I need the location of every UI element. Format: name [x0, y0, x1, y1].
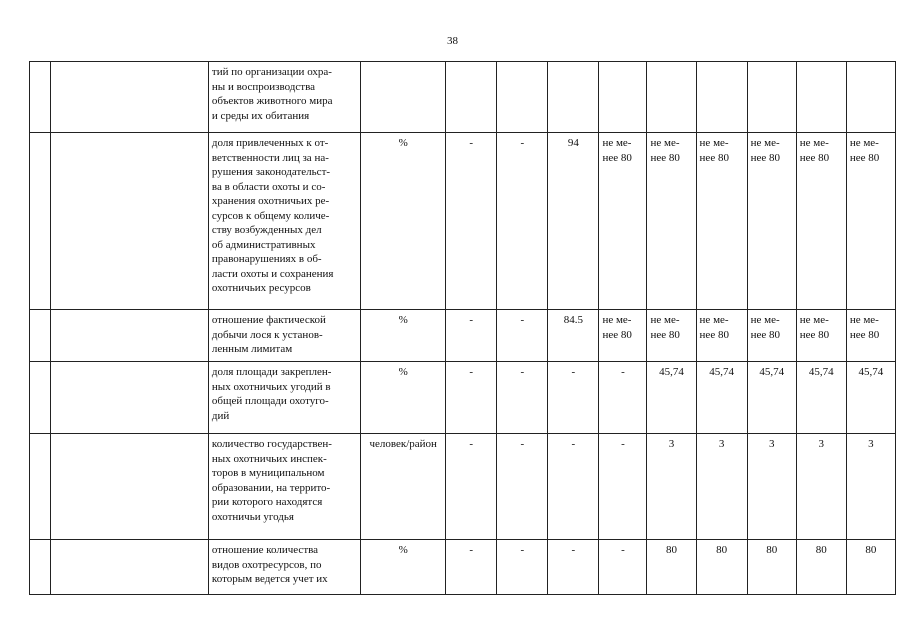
value-line: нее 80 [799, 151, 830, 164]
value-line: нее 80 [699, 328, 729, 341]
value-cell: - [497, 310, 548, 362]
program-cell [51, 540, 208, 595]
indicator-line: ленным лимитам [211, 343, 293, 355]
value-cell: - [446, 434, 497, 540]
value-cell: - [548, 362, 599, 434]
value-cell [599, 310, 647, 362]
index-cell [30, 540, 51, 595]
value-cell: - [446, 133, 497, 310]
value-line: нее 80 [602, 328, 632, 341]
indicator-line: дий [211, 409, 230, 422]
value-cell [497, 62, 548, 133]
table-row [30, 540, 896, 595]
value-cell: - [548, 540, 599, 595]
unit-cell: % [361, 310, 446, 362]
value-cell: 80 [696, 540, 747, 595]
value-cell: 3 [696, 434, 747, 540]
value-line: не ме- [750, 314, 780, 326]
value-line: не ме- [699, 137, 729, 149]
value-cell [796, 62, 846, 133]
indicator-line: ных охотничьих инспек- [211, 452, 327, 465]
value-cell: - [497, 540, 548, 595]
indicator-line: сурсов к общему количе- [211, 209, 330, 222]
value-cell [647, 62, 696, 133]
value-line: не ме- [650, 137, 680, 149]
value-cell: 45,74 [846, 362, 895, 434]
value-cell: 3 [647, 434, 696, 540]
value-cell: - [446, 540, 497, 595]
indicator-line: об административных [211, 238, 316, 251]
value-line: нее 80 [849, 328, 880, 341]
value-line: нее 80 [799, 328, 830, 341]
value-line: нее 80 [602, 151, 632, 164]
indicator-line: тий по организации охра- [211, 66, 332, 78]
value-cell [647, 133, 696, 310]
program-cell [51, 362, 208, 434]
unit-cell: % [361, 362, 446, 434]
table-row [30, 362, 896, 434]
indicator-line: ных охотничьих угодий в [211, 380, 331, 393]
value-cell: 45,74 [747, 362, 796, 434]
indicator-line: ва в области охоты и со- [211, 180, 326, 193]
indicator-line: правонарушениях в об- [211, 253, 322, 265]
value-cell: - [446, 362, 497, 434]
value-line: нее 80 [750, 328, 781, 341]
program-cell [51, 62, 208, 133]
value-line: не ме- [602, 137, 632, 149]
indicator-line: образовании, на террито- [211, 481, 331, 494]
value-cell [796, 133, 846, 310]
value-cell: 80 [796, 540, 846, 595]
value-cell: 80 [647, 540, 696, 595]
value-line: нее 80 [650, 328, 680, 341]
value-cell: 45,74 [647, 362, 696, 434]
indicator-line: охотничьих ресурсов [211, 282, 311, 294]
value-cell [747, 62, 796, 133]
table-row [30, 434, 896, 540]
value-cell: 3 [747, 434, 796, 540]
value-cell: - [599, 540, 647, 595]
value-cell [846, 133, 895, 310]
unit-cell: человек/район [361, 434, 446, 540]
indicator-line: отношение фактической [211, 314, 326, 326]
unit-cell: % [361, 133, 446, 310]
indicator-line: ласти охоты и сохранения [211, 267, 334, 280]
value-line: нее 80 [750, 151, 781, 164]
value-line: не ме- [650, 314, 680, 326]
value-cell [548, 62, 599, 133]
indicator-line: видов охотресурсов, по [211, 558, 322, 571]
indicator-cell [208, 434, 360, 540]
value-line: не ме- [849, 137, 879, 149]
index-cell [30, 310, 51, 362]
indicator-line: ветственности лиц за на- [211, 151, 329, 164]
value-cell [599, 62, 647, 133]
value-cell: 94 [548, 133, 599, 310]
indicator-line: рии которого находятся [211, 496, 323, 508]
index-cell [30, 133, 51, 310]
value-cell: 3 [796, 434, 846, 540]
indicator-line: и среды их обитания [211, 109, 310, 122]
page-number: 38 [447, 35, 458, 47]
program-cell [51, 133, 208, 310]
index-cell [30, 362, 51, 434]
indicator-line: доля площади закреплен- [211, 366, 332, 378]
value-cell: 45,74 [796, 362, 846, 434]
value-line: не ме- [799, 137, 829, 149]
indicator-line: добычи лося к установ- [211, 328, 323, 341]
indicator-line: объектов животного мира [211, 95, 333, 107]
value-line: не ме- [699, 314, 729, 326]
value-line: нее 80 [699, 151, 729, 164]
indicator-line: которым ведется учет их [211, 573, 328, 585]
indicator-cell [208, 540, 360, 595]
index-cell [30, 434, 51, 540]
indicator-cell [208, 62, 360, 133]
value-cell [599, 133, 647, 310]
value-cell [696, 133, 747, 310]
indicator-line: количество государствен- [211, 438, 332, 450]
value-cell: 84.5 [548, 310, 599, 362]
value-cell [696, 62, 747, 133]
value-line: нее 80 [650, 151, 680, 164]
value-cell: 80 [747, 540, 796, 595]
value-cell: - [497, 133, 548, 310]
indicator-line: торов в муниципальном [211, 467, 325, 479]
value-cell: - [599, 434, 647, 540]
unit-cell [361, 62, 446, 133]
indicator-line: ству возбужденных дел [211, 224, 322, 236]
indicator-cell [208, 310, 360, 362]
value-cell [747, 133, 796, 310]
program-cell [51, 434, 208, 540]
value-cell [647, 310, 696, 362]
indicator-line: доля привлеченных к от- [211, 137, 329, 149]
value-line: не ме- [849, 314, 879, 326]
value-line: нее 80 [849, 151, 880, 164]
value-cell [696, 310, 747, 362]
indicator-line: общей площади охотуго- [211, 395, 329, 407]
value-cell [446, 62, 497, 133]
indicator-line: отношение количества [211, 544, 319, 556]
program-cell [51, 310, 208, 362]
value-cell: - [446, 310, 497, 362]
value-line: не ме- [602, 314, 632, 326]
value-cell [796, 310, 846, 362]
value-cell [846, 62, 895, 133]
table-row [30, 133, 896, 310]
index-cell [30, 62, 51, 133]
table-row [30, 62, 896, 133]
value-cell: - [548, 434, 599, 540]
indicator-line: ны и воспроизводства [211, 80, 315, 93]
indicators-table [29, 61, 896, 595]
value-cell: 3 [846, 434, 895, 540]
value-cell: 80 [846, 540, 895, 595]
indicator-line: рушения законодательст- [211, 166, 331, 178]
indicator-line: охотничьи угодья [211, 510, 294, 523]
table-row [30, 310, 896, 362]
value-line: не ме- [750, 137, 780, 149]
indicator-cell [208, 362, 360, 434]
unit-cell: % [361, 540, 446, 595]
indicator-cell [208, 133, 360, 310]
indicator-line: хранения охотничьих ре- [211, 195, 330, 207]
value-cell: - [497, 434, 548, 540]
value-cell: - [599, 362, 647, 434]
value-cell: - [497, 362, 548, 434]
value-cell: 45,74 [696, 362, 747, 434]
value-cell [846, 310, 895, 362]
value-line: не ме- [799, 314, 829, 326]
value-cell [747, 310, 796, 362]
